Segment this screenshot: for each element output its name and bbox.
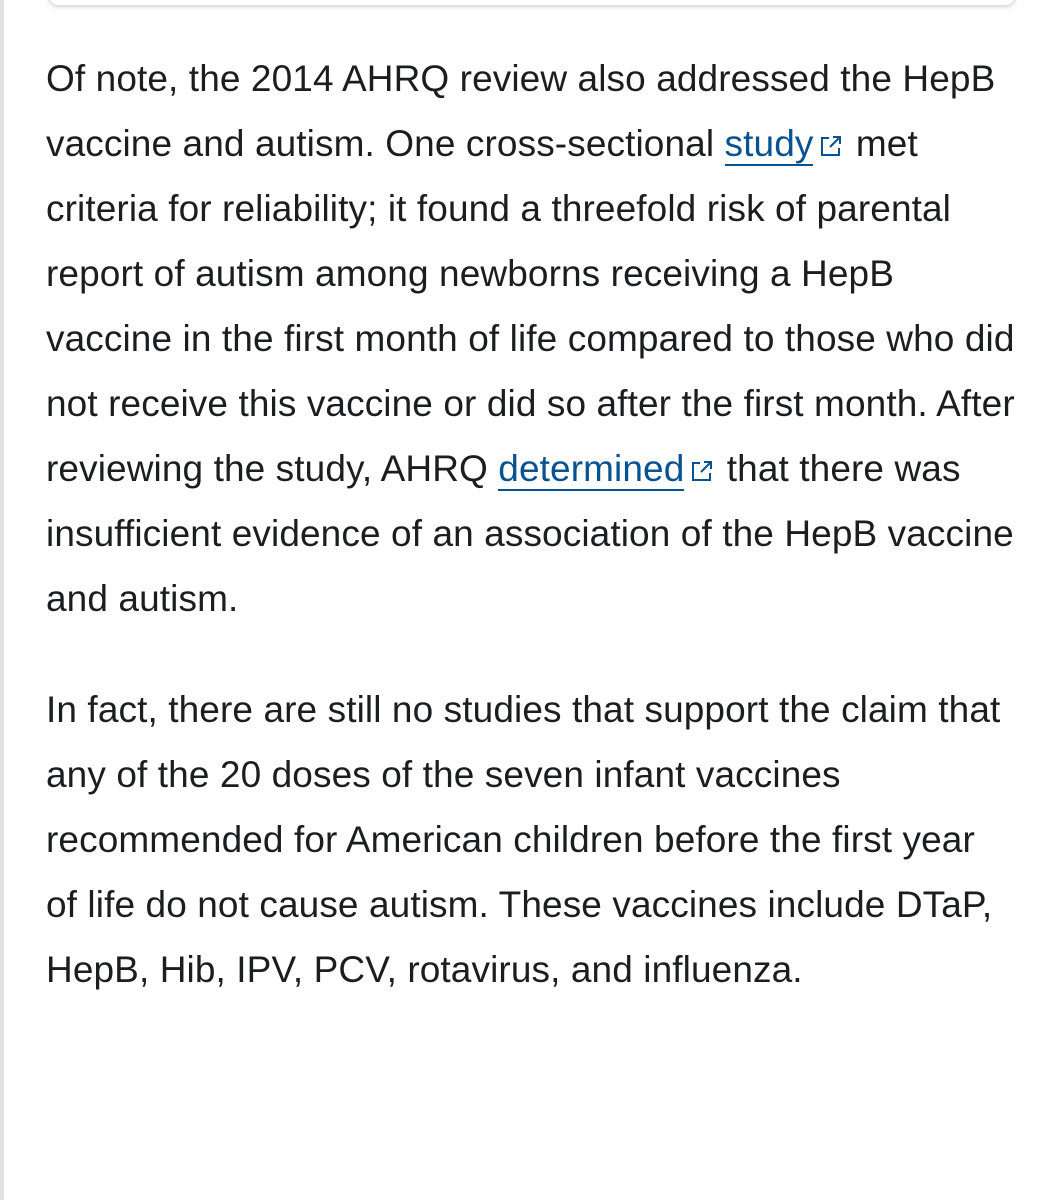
study-link[interactable]: study (724, 123, 814, 164)
external-link-icon[interactable] (690, 459, 714, 483)
page-edge (0, 0, 4, 1200)
paragraph-text: met criteria for reliability; it found a threefold risk of parental report of autism among newborns receiving a HepB vaccine in the first month of life compared to those who did not receive this vaccine or did so after the first month. After reviewing the study, AHRQ (46, 123, 1015, 489)
paragraph-no-studies: In fact, there are still no studies that support the claim that any of the 20 doses of the seven infant vaccines recommended for American children before the first year of life do not cause autism. These vaccines include DTaP, HepB, Hib, IPV, PCV, rotavirus, and influenza. (46, 689, 1001, 990)
paragraph-text: that there was insufficient evidence of an association of the HepB vaccine and autism. (46, 448, 1014, 619)
paragraph-ahrq-review (46, 46, 1016, 631)
external-link-icon[interactable] (819, 134, 843, 158)
determined-link[interactable]: determined (498, 448, 685, 489)
article-body (46, 46, 1016, 1002)
previous-content-card (48, 0, 1016, 6)
paragraph-text: Of note, the 2014 AHRQ review also addressed the HepB vaccine and autism. One cross-sectional (46, 58, 996, 164)
